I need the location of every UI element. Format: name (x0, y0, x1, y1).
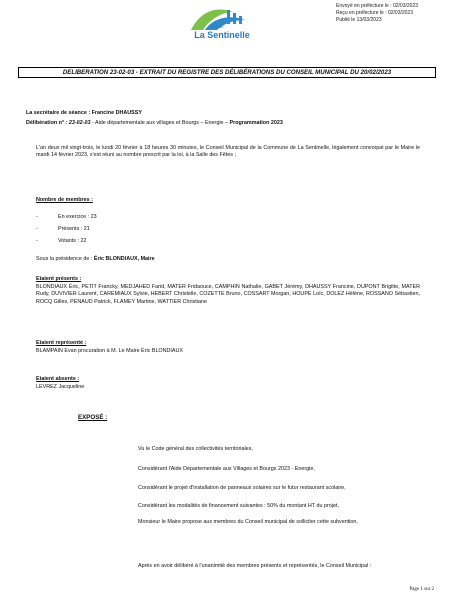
members-present: Présents : 21 (58, 226, 90, 232)
logo-small-text: Ville de (209, 24, 224, 29)
expose-decision-intro: Après en avoir délibéré à l'unanimité des membres présents et représentés, le Conseil Municipal : (138, 563, 372, 569)
expose-aid-program: Considérant l'Aide Départementale aux Villages et Bourgs 2023 - Energie, (138, 466, 315, 472)
present-list: BLONDIAUX Éric, PETIT Francky, MEDJAHED Farid, MATER Fridaouce, CAMPHIN Nathalie, GABET Jérémy, DHAUSSY Francine, DUPONT Brigitte, MATER Rudy, DUVIVIER Laurent, CAREMIAUX Sylvie, HEBERT Christelle, COZETTE Bruno, COSSART Morgan, HOUPE Loïc, DOLEZ Hélène, ROSSANO Sébastien, ROCQ Gilles, PENAUD Patrick, FLAMEY Martine, WATTIER Christiane (36, 284, 420, 305)
expose-solar-project: Considérant le projet d'installation de panneaux solaires sur le futur restaurant scolaire, (138, 485, 346, 491)
received-prefecture-date: Reçu en préfecture le : 02/03/2023 (336, 10, 413, 16)
presidency-name: Éric BLONDIAUX, Maire (93, 256, 155, 262)
page-number: Page 1 sur 2 (409, 587, 434, 592)
logo-town-name: La Sentinelle (194, 30, 250, 40)
bullet-dash: - (36, 238, 38, 244)
deliberation-subject-bold: Programmation 2023 (229, 120, 283, 126)
bullet-dash: - (36, 226, 38, 232)
absent-heading: Etaient absente : (36, 376, 80, 382)
document-title: DELIBERATION 23-02-03 - EXTRAIT DU REGISTRE DES DÉLIBÉRATIONS DU CONSEIL MUNICIPAL DU 20/02/2023 (18, 67, 436, 78)
expose-funding-terms: Considérant les modalités de financement suivantes : 50% du montant HT du projet, (138, 503, 339, 509)
deliberation-subject: - Aide départementale aux villages et Bourgs – Energie – (90, 120, 230, 126)
expose-heading: EXPOSÉ : (78, 414, 108, 421)
bullet-dash: - (36, 214, 38, 220)
intro-paragraph: L'an deux mil vingt-trois, le lundi 20 février à 18 heures 30 minutes, le Conseil Municipal de la Commune de La Sentinelle, légalement convoqué par le Maire le mardi 14 février 2023, s'est réuni au nombre prescrit par la loi, à la Salle des Fêtes ; (36, 145, 420, 159)
session-secretary: La secrétaire de séance : Francine DHAUSSY (26, 110, 142, 116)
deliberation-line (26, 120, 283, 127)
sent-prefecture-date: Envoyé en préfecture le : 02/03/2023 (336, 3, 419, 9)
represented-list: BLAMPAIN Evan procuration à M. Le Maire Éric BLONDIAUX (36, 348, 183, 354)
deliberation-label: Délibération n° : (26, 120, 69, 126)
published-date: Publié le 13/03/2023 (336, 17, 382, 23)
members-in-office: En exercice : 23 (58, 214, 97, 220)
members-voting: Votants : 22 (58, 238, 87, 244)
presidency-label: Sous la présidence de : (36, 256, 94, 262)
absent-list: LEVREZ Jacqueline (36, 384, 85, 390)
expose-mayor-proposal: Monsieur le Maire propose aux membres du Conseil municipal de solliciter cette subvention, (138, 519, 358, 525)
members-heading: Nombre de membres : (36, 197, 93, 203)
deliberation-number: 23-02-03 (68, 120, 91, 126)
represented-heading: Etaient représenté : (36, 340, 87, 346)
presidency-line (36, 256, 155, 263)
present-heading: Etaient présents : (36, 276, 82, 282)
expose-legal-basis: Vu le Code général des collectivités territoriales, (138, 446, 253, 452)
